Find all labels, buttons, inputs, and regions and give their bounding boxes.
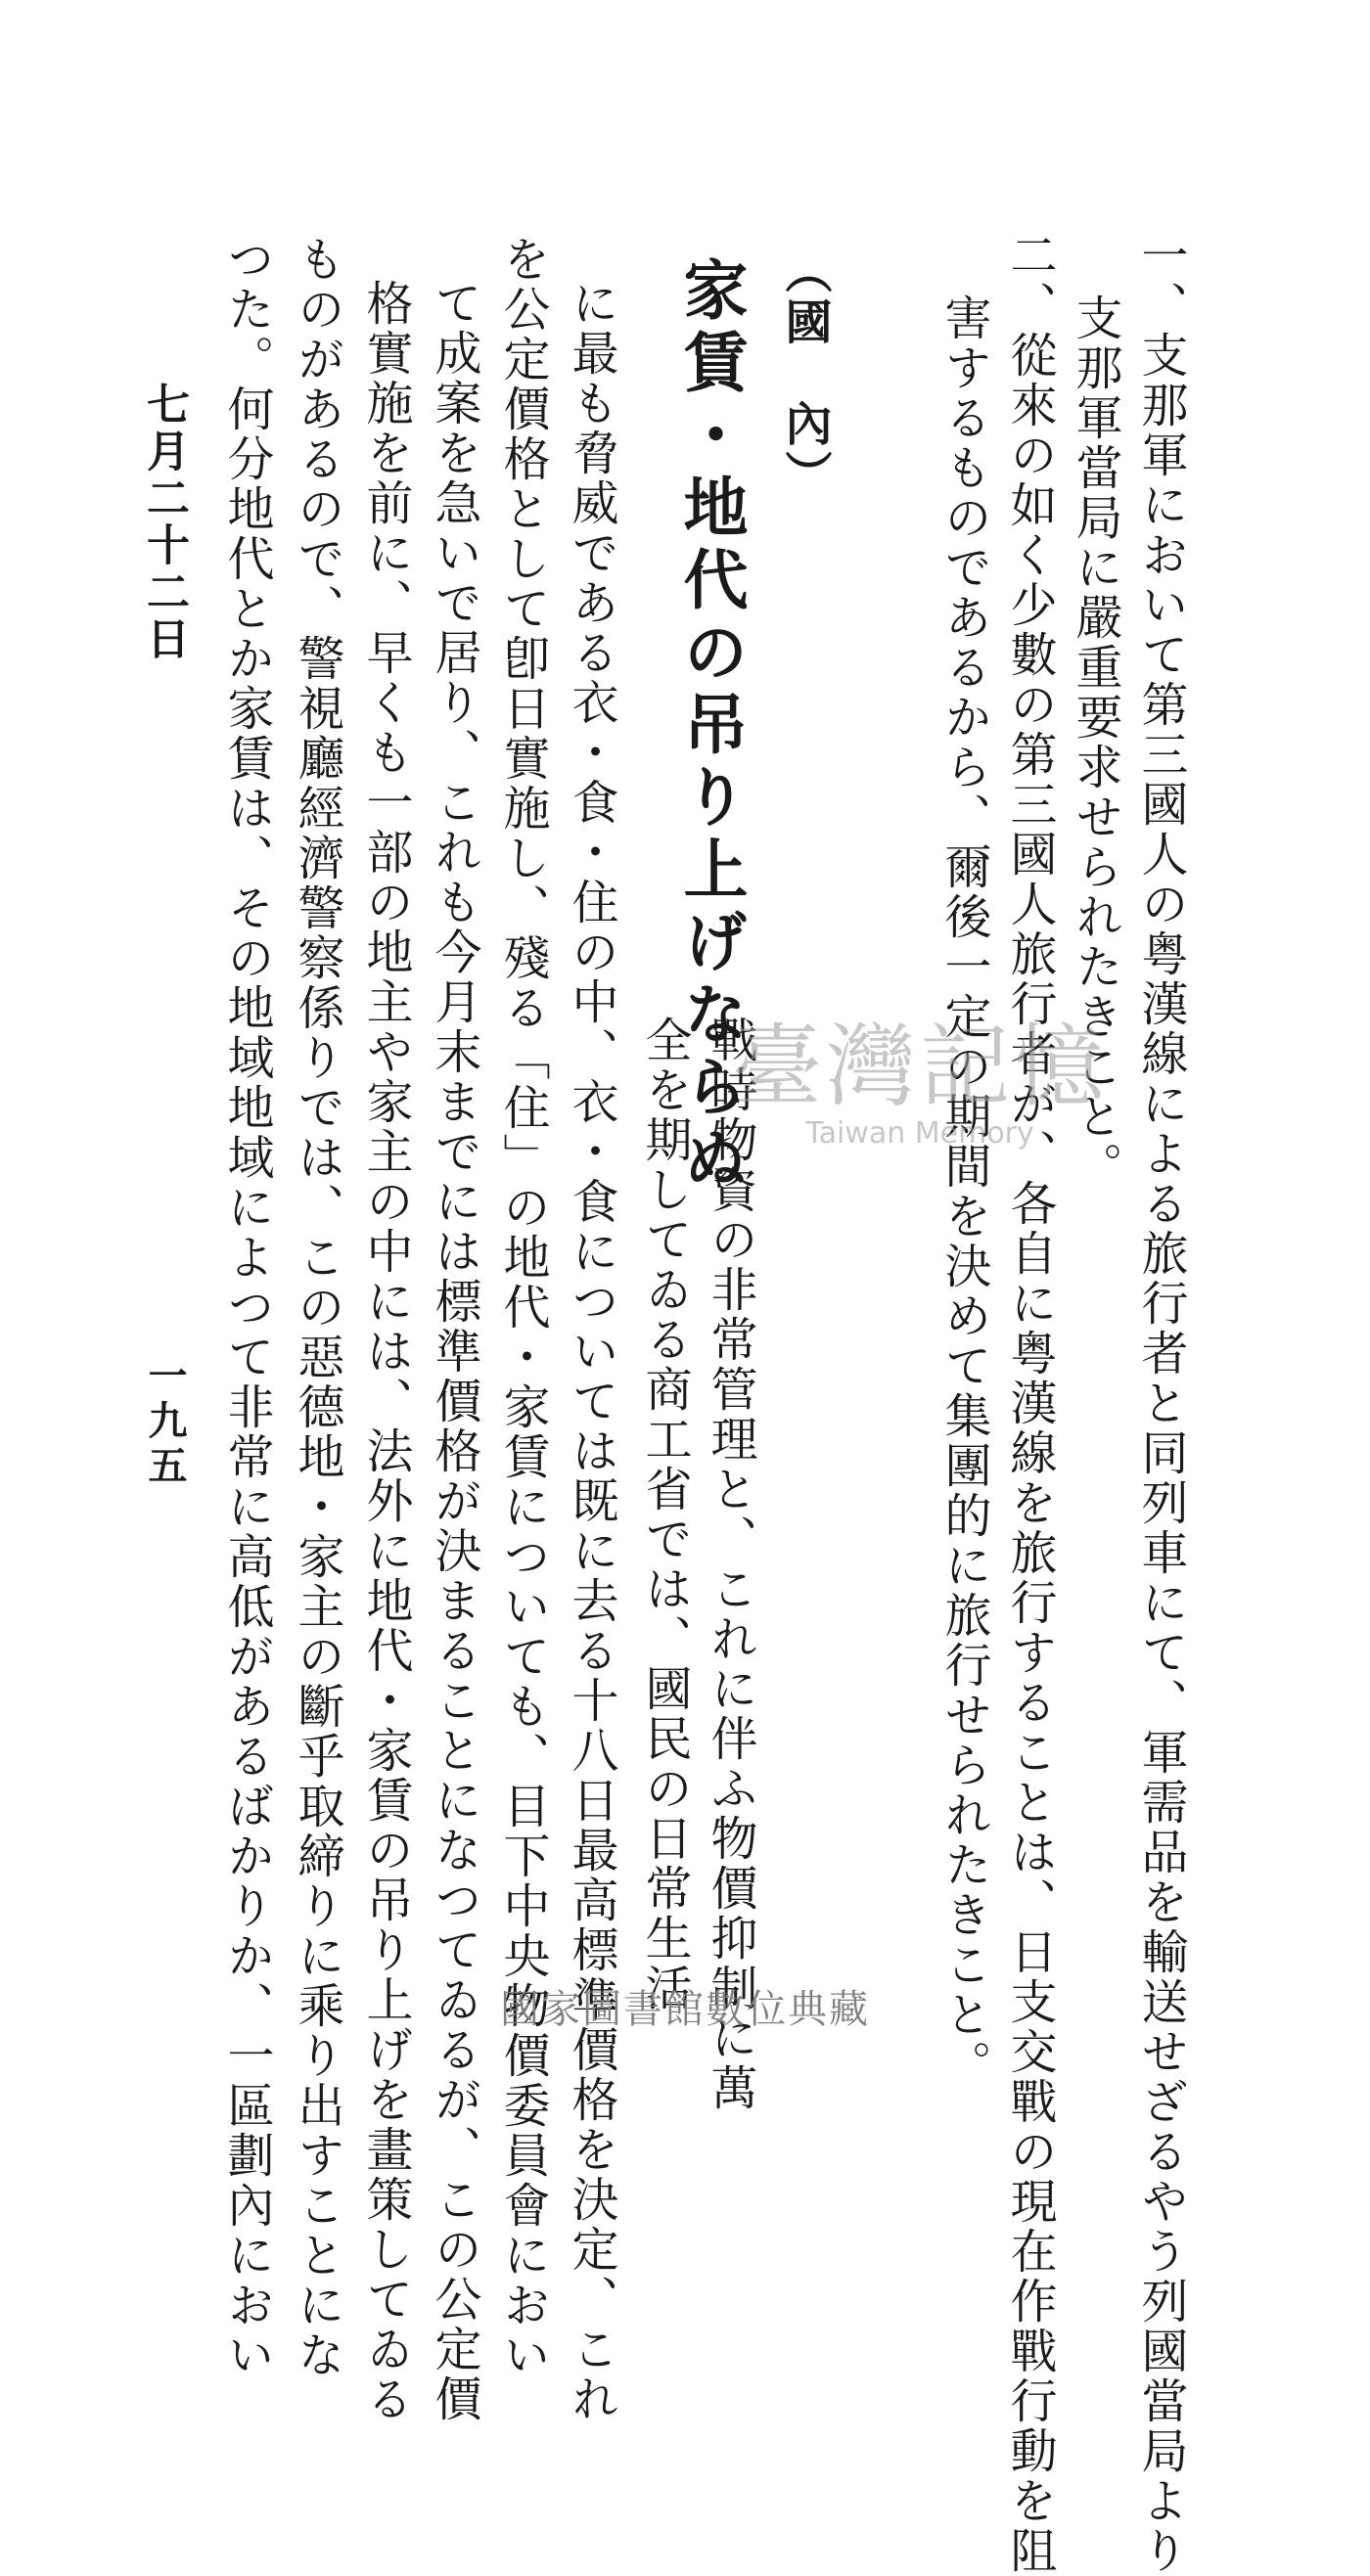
item-2-marker: 二、 [1002,231,1057,331]
article-line-1: 戰時物資の非常管理と、これに伴ふ物價抑制に萬 [703,1016,757,2113]
item-1-text: 一、支那軍において第三國人の粤漢線による旅行者と同列車にて、軍需品を輸送せざるやう列國當局より [1133,231,1188,2576]
article-title: 家賃・地代の吊り上げならぬ [672,256,749,1198]
article-line-8: つた。何分地代とか家賃は、その地域地域によつて非常に高低があるばかりか、一區劃內におい [219,235,274,2380]
article-line-7: ものがあるので、警視廳經濟警察係りでは、この惡德地・家主の斷乎取締りに乘り出すことにな [290,235,344,2380]
page-number: 一九五 [142,1355,188,1490]
watermark-logo: 臺灣記憶 [731,1015,1108,1119]
item-1-continuation: 支那軍當局に嚴重要求せられたきこと。 [1068,294,1122,1192]
watermark-subtitle: Taiwan Memory [805,1116,1034,1151]
article-date: 七月二十二日 [139,382,189,663]
item-2-text: 二、從來の如く少數の第三國人旅行者が、各自に粤漢線を旅行することは、日支交戰の現在作戰行動を阻 [1002,231,1057,2576]
article-line-4: を公定價格として卽日實施し、殘る「住」の地代・家賃についても、目下中央物價委員會におい [495,235,550,2380]
article-line-6: 格實施を前に、早くも一部の地主や家主の中には、法外に地代・家賃の吊り上げを畫策してゐる [358,279,413,2424]
taiwan-memory-watermark [714,1015,1125,1198]
item-1-marker: 一、 [1133,231,1188,331]
item-2-continuation: 害するものであるから、爾後一定の期間を決めて集團的に旅行せられたきこと。 [936,294,991,2090]
article-line-5: て成案を急いで居り、これも今月末までには標準價格が決まることになつてゐるが、この公定價 [427,279,481,2424]
footer-credit: 國家圖書館數位典藏 [500,1987,870,2032]
article-line-2: 全を期してゐる商工省では、國民の日常生活 [637,1016,692,2013]
article-line-3: に最も脅威である衣・食・住の中、衣・食については既に去る十八日最高標準價格を決定、これ [564,279,618,2424]
section-label: （國 內） [777,247,832,501]
